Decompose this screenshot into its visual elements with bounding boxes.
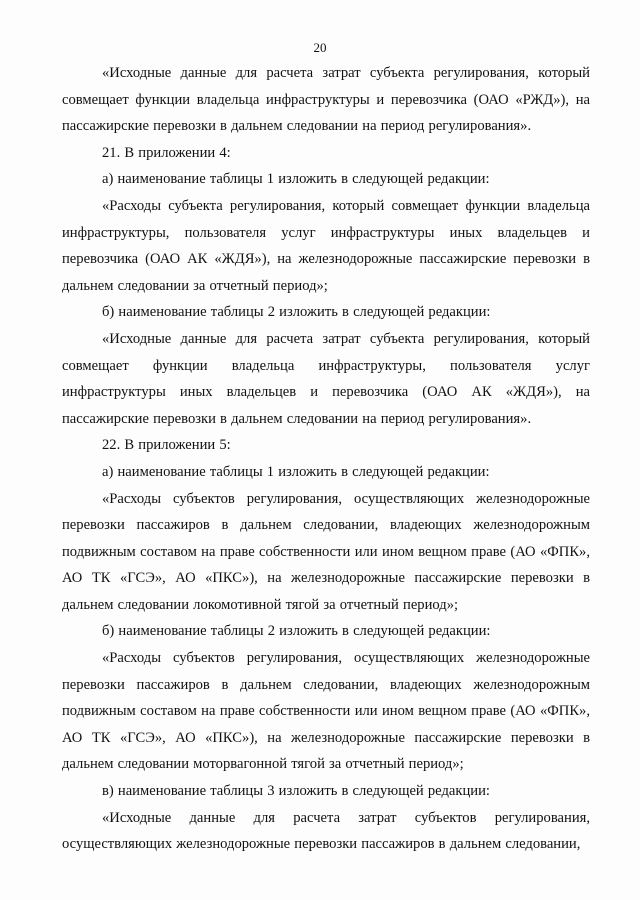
paragraph-22v: в) наименование таблицы 3 изложить в следующей редакции: <box>102 783 490 800</box>
paragraph-21b: б) наименование таблицы 2 изложить в следующей редакции: <box>102 304 491 321</box>
paragraph-22a: а) наименование таблицы 1 изложить в следующей редакции: <box>102 463 490 480</box>
paragraph-22b: б) наименование таблицы 2 изложить в следующей редакции: <box>102 623 491 640</box>
paragraph-item-21: 21. В приложении 4: <box>102 144 231 161</box>
paragraph-quote-rzd-initial-data: «Исходные данные для расчета затрат субъекта регулирования, который совмещает функции владельца инфраструктуры и перевозчика (ОАО «РЖД»), на пассажирские перевозки в дальнем следовании на период регулирования». <box>62 65 590 135</box>
paragraph-quote-emu-expenses: «Расходы субъектов регулирования, осуществляющих железнодорожные перевозки пассажиров в дальнем следовании, владеющих железнодорожным подвижным составом на праве собственности или ином вещном праве (АО «ФПК», АО ТК «ГСЭ», АО «ПКС»), на железнодорожные пассажирские перевозки в дальнем следовании моторвагонной тягой за отчетный период»; <box>62 650 590 773</box>
paragraph-quote-initial-data-continued: «Исходные данные для расчета затрат субъектов регулирования, осуществляющих железнодорожные перевозки пассажиров в дальнем следовании, <box>62 809 590 853</box>
page-number: 20 <box>313 40 327 55</box>
paragraph-21a: а) наименование таблицы 1 изложить в следующей редакции: <box>102 171 490 188</box>
paragraph-quote-locomotive-expenses: «Расходы субъектов регулирования, осуществляющих железнодорожные перевозки пассажиров в дальнем следовании, владеющих железнодорожным подвижным составом на праве собственности или ином вещном праве (АО «ФПК», АО ТК «ГСЭ», АО «ПКС»), на железнодорожные пассажирские перевозки в дальнем следовании локомотивной тягой за отчетный период»; <box>62 490 590 613</box>
paragraph-quote-zhdya-expenses: «Расходы субъекта регулирования, который совмещает функции владельца инфраструктуры, пользователя услуг инфраструктуры иных владельцев и перевозчика (ОАО АК «ЖДЯ»), на железнодорожные пассажирские перевозки в дальнем следовании за отчетный период»; <box>62 197 590 294</box>
paragraph-quote-zhdya-initial-data: «Исходные данные для расчета затрат субъекта регулирования, который совмещает функции владельца инфраструктуры, пользователя услуг инфраструктуры иных владельцев и перевозчика (ОАО АК «ЖДЯ»), на пассажирские перевозки в дальнем следовании на период регулирования». <box>62 330 590 427</box>
document-body <box>62 60 590 858</box>
paragraph-item-22: 22. В приложении 5: <box>102 437 231 454</box>
